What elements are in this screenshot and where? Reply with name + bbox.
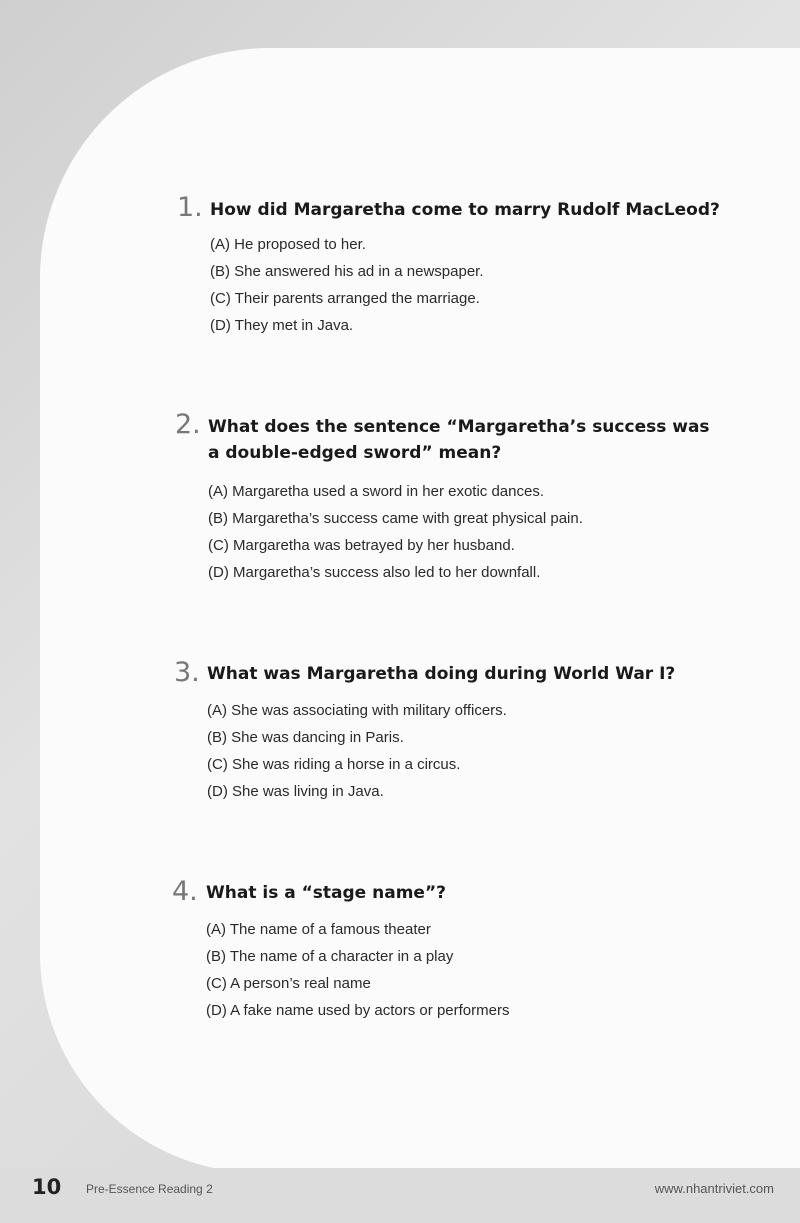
question-number: 3. [174,657,200,688]
option-b[interactable]: (B) Margaretha’s success came with great physical pain. [208,510,583,527]
option-c[interactable]: (C) A person’s real name [206,975,371,992]
question-text: What was Margaretha doing during World War I? [207,664,676,684]
option-list [210,235,484,343]
option-d[interactable]: (D) They met in Java. [210,317,354,334]
option-d[interactable]: (D) A fake name used by actors or performers [206,1002,510,1019]
option-c[interactable]: (C) Margaretha was betrayed by her husband. [208,537,515,554]
option-b[interactable]: (B) The name of a character in a play [206,948,454,965]
question-number: 1. [177,192,203,223]
option-c[interactable]: (C) She was riding a horse in a circus. [207,756,461,773]
question-text-line-1: What does the sentence “Margaretha’s success was [208,417,710,437]
question-number: 4. [172,876,198,907]
book-title: Pre-Essence Reading 2 [86,1182,213,1196]
option-b[interactable]: (B) She was dancing in Paris. [207,729,404,746]
option-a[interactable]: (A) He proposed to her. [210,236,366,253]
option-c[interactable]: (C) Their parents arranged the marriage. [210,290,480,307]
option-d[interactable]: (D) She was living in Java. [207,783,384,800]
option-list [206,920,509,1028]
option-a[interactable]: (A) The name of a famous theater [206,921,431,938]
option-d[interactable]: (D) Margaretha’s success also led to her downfall. [208,564,541,581]
option-b[interactable]: (B) She answered his ad in a newspaper. [210,263,484,280]
question-number: 2. [175,409,201,440]
question-text: What is a “stage name”? [206,883,446,903]
option-a[interactable]: (A) She was associating with military officers. [207,702,507,719]
question-text: How did Margaretha come to marry Rudolf MacLeod? [210,200,720,220]
option-list [208,482,583,590]
option-list [207,701,507,809]
question-text-line-2: a double-edged sword” mean? [208,443,502,463]
option-a[interactable]: (A) Margaretha used a sword in her exotic dances. [208,483,544,500]
website-link[interactable]: www.nhantriviet.com [654,1181,774,1196]
page-number: 10 [32,1175,62,1199]
